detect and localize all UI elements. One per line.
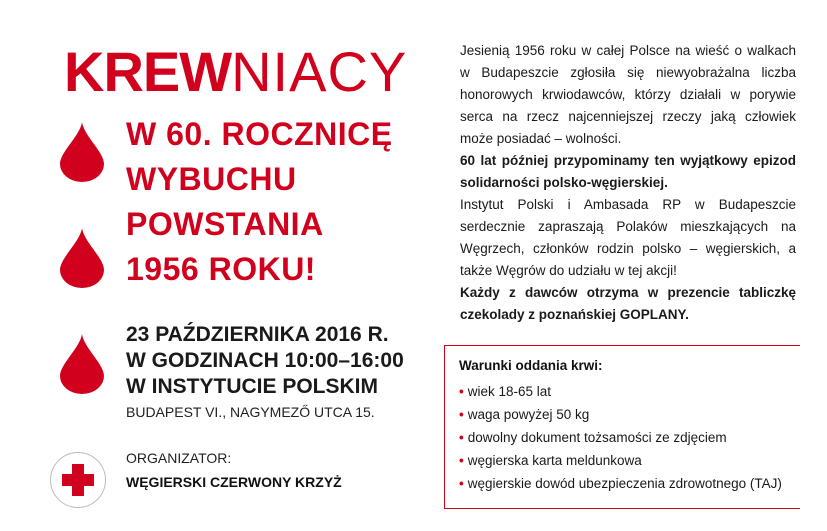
organizer — [126, 448, 342, 493]
logo-krewniacy — [64, 42, 407, 102]
conditions-box — [444, 345, 800, 509]
red-cross-icon — [50, 452, 106, 508]
conditions-title: Warunki oddania krwi: — [459, 358, 603, 373]
bullet-icon: • — [459, 407, 464, 422]
blood-drop-icon — [60, 122, 104, 182]
organizer-label: ORGANIZATOR: — [126, 450, 232, 466]
headline-line: W 60. ROCZNICĘ — [126, 116, 393, 152]
description-text — [460, 40, 796, 326]
list-item-text: węgierska karta meldunkowa — [467, 453, 642, 468]
list-item — [459, 426, 782, 449]
headline-line: POWSTANIA — [126, 206, 324, 242]
list-item — [459, 380, 782, 403]
paragraph-bold: 60 lat później przypominamy ten wyjątkowy epizod solidarności polsko-węgierskiej. — [460, 153, 796, 190]
event-address: BUDAPEST VI., NAGYMEZŐ UTCA 15. — [126, 404, 375, 420]
logo-bold-text: KREW — [64, 40, 232, 103]
event-hours: W GODZINACH 10:00–16:00 — [126, 349, 404, 372]
paragraph: Instytut Polski i Ambasada RP w Budapeszcie serdecznie zapraszają Polaków mieszkających na Węgrzech, członków rodzin polsko – węgierskich, a także Węgrów do udziału w tej akcji! — [460, 197, 796, 278]
list-item-text: wiek 18-65 lat — [467, 384, 552, 399]
event-details — [126, 322, 404, 422]
blood-drop-icon — [60, 334, 104, 394]
list-item — [459, 403, 782, 426]
event-place: W INSTYTUCIE POLSKIM — [126, 375, 378, 398]
bullet-icon: • — [459, 384, 464, 399]
headline — [126, 112, 393, 292]
conditions-list — [459, 380, 782, 495]
paragraph-bold: Każdy z dawców otrzyma w prezencie tabliczkę czekolady z poznańskiej GOPLANY. — [460, 285, 796, 322]
list-item — [459, 449, 782, 472]
list-item-text: węgierskie dowód ubezpieczenia zdrowotnego (TAJ) — [467, 476, 782, 491]
list-item-text: dowolny dokument tożsamości ze zdjęciem — [467, 430, 727, 445]
headline-line: WYBUCHU — [126, 161, 297, 197]
event-date: 23 PAŹDZIERNIKA 2016 R. — [126, 323, 389, 346]
bullet-icon: • — [459, 430, 464, 445]
organizer-name: WĘGIERSKI CZERWONY KRZYŻ — [126, 474, 342, 490]
list-item — [459, 472, 782, 495]
headline-line: 1956 ROKU! — [126, 251, 316, 287]
logo-thin-text: NIACY — [231, 40, 408, 103]
bullet-icon: • — [459, 476, 464, 491]
paragraph: Jesienią 1956 roku w całej Polsce na wieść o walkach w Budapeszcie zgłosiła się niewyobrażalna liczba honorowych krwiodawców, którzy działali w porywie serca na rzecz najcenniejszej rzeczy jaką człowiek może posiadać – wolności. — [460, 43, 796, 146]
list-item-text: waga powyżej 50 kg — [467, 407, 590, 422]
blood-drop-icon — [60, 228, 104, 288]
bullet-icon: • — [459, 453, 464, 468]
